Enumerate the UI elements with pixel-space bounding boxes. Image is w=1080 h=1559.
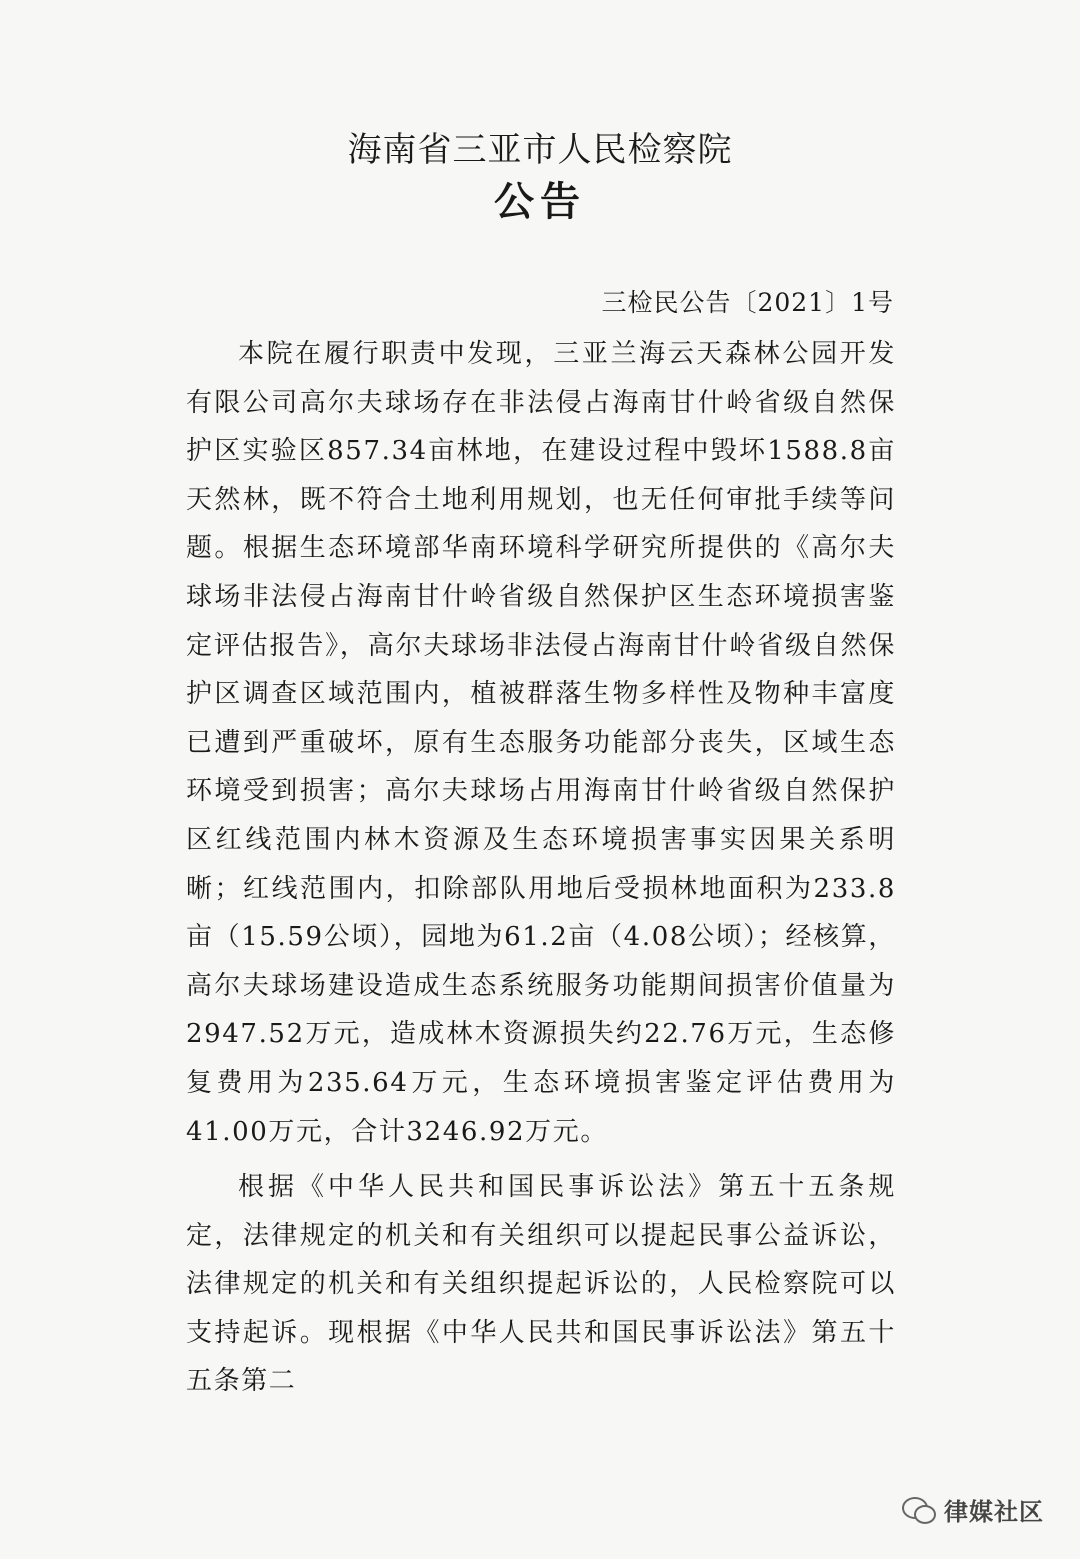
document-number: 三检民公告〔2021〕1号	[601, 288, 894, 317]
body-paragraph-1: 本院在履行职责中发现，三亚兰海云天森林公园开发有限公司高尔夫球场存在非法侵占海南甘什岭省级自然保护区实验区857.34亩林地，在建设过程中毁坏1588.8亩天然林，既不符合土地利用规划，也无任何审批手续等问题。根据生态环境部华南环境科学研究所提供的《高尔夫球场非法侵占海南甘什岭省级自然保护区生态环境损害鉴定评估报告》，高尔夫球场非法侵占海南甘什岭省级自然保护区调查区域范围内，植被群落生物多样性及物种丰富度已遭到严重破坏，原有生态服务功能部分丧失，区域生态环境受到损害；高尔夫球场占用海南甘什岭省级自然保护区红线范围内林木资源及生态环境损害事实因果关系明晰；红线范围内，扣除部队用地后受损林地面积为233.8亩（15.59公顷），园地为61.2亩（4.08公顷）；经核算，高尔夫球场建设造成生态系统服务功能期间损害价值量为2947.52万元，造成林木资源损失约22.76万元，生态修复费用为235.64万元，生态环境损害鉴定评估费用为41.00万元，合计3246.92万元。	[186, 339, 896, 1147]
document-title: 公告	[494, 179, 586, 225]
watermark	[902, 1492, 1044, 1527]
body-paragraph-2: 根据《中华人民共和国民事诉讼法》第五十五条规定，法律规定的机关和有关组织可以提起民事公益诉讼，法律规定的机关和有关组织提起诉讼的，人民检察院可以支持起诉。现根据《中华人民共和国民事诉讼法》第五十五条第二	[186, 1172, 896, 1397]
organization-title: 海南省三亚市人民检察院	[347, 130, 733, 170]
watermark-text: 律媒社区	[944, 1498, 1044, 1526]
wechat-icon	[902, 1497, 936, 1523]
